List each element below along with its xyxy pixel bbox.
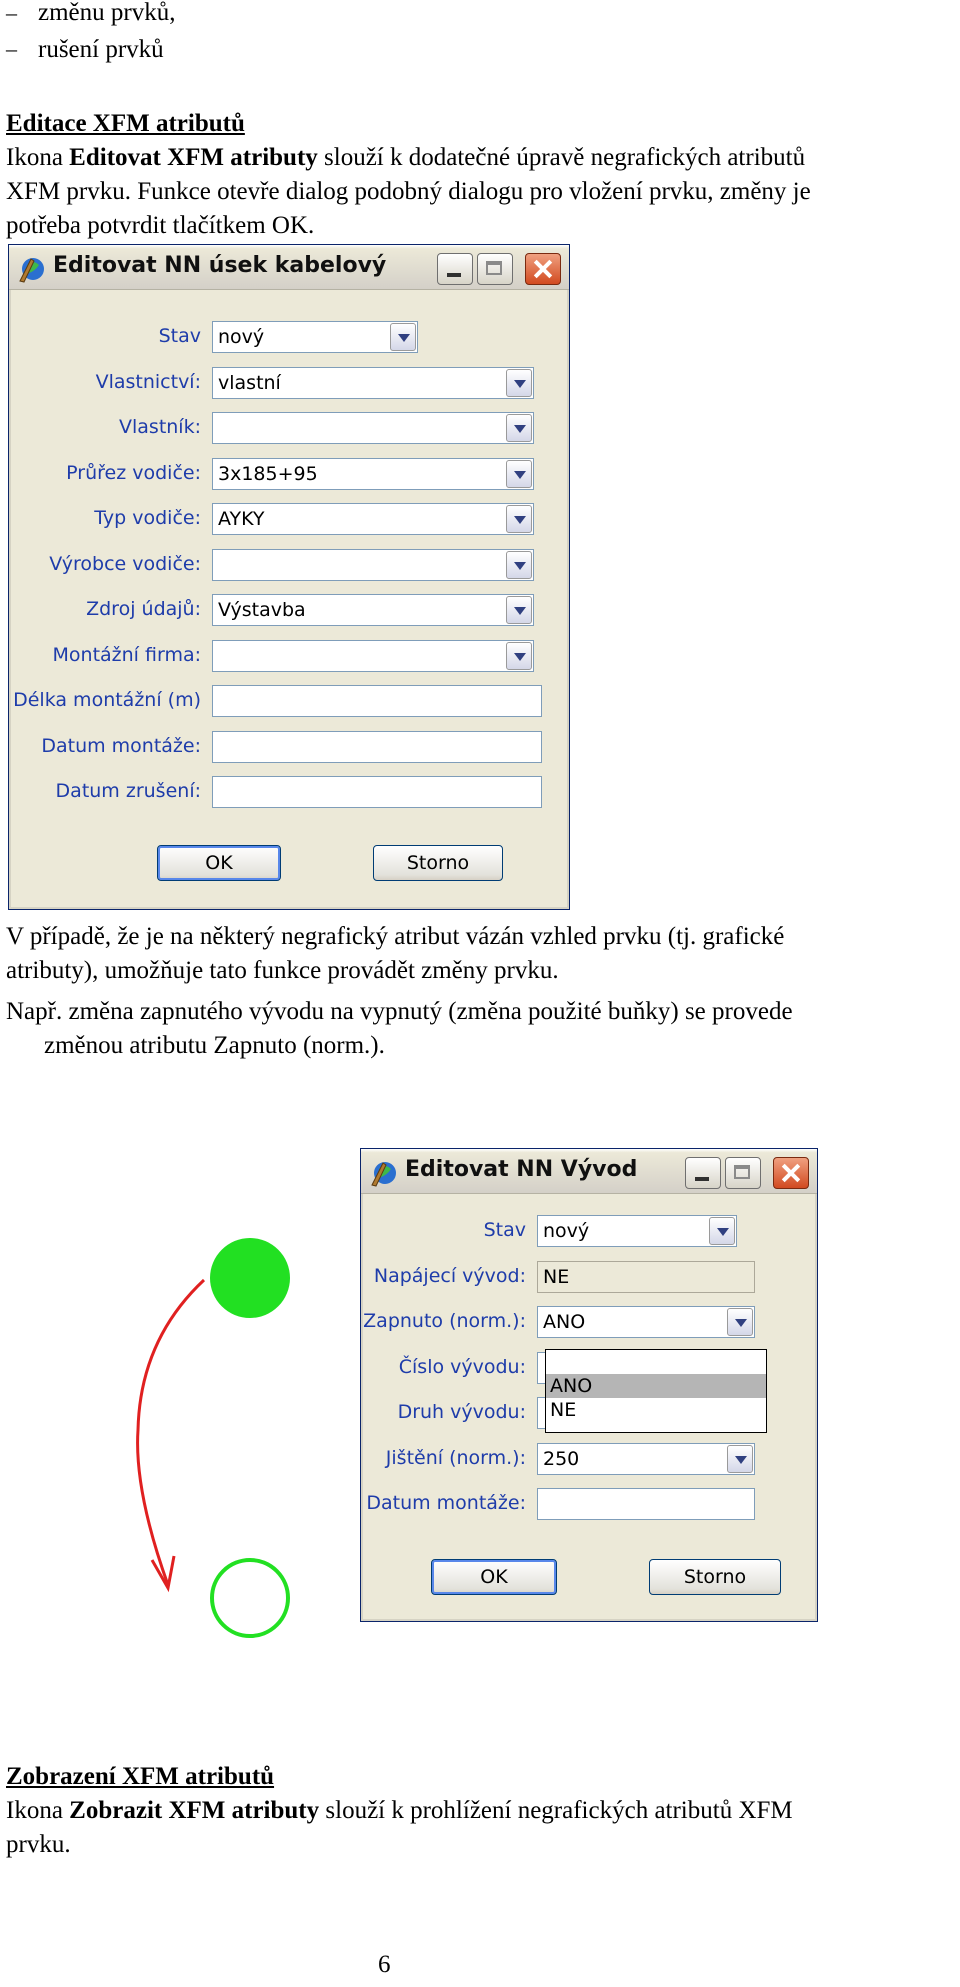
field-label: Stav bbox=[483, 1219, 526, 1241]
list-dash: – bbox=[6, 36, 17, 61]
title-bar[interactable] bbox=[361, 1149, 817, 1194]
field-label: Výrobce vodiče: bbox=[49, 552, 201, 575]
field-label: Průřez vodiče: bbox=[66, 461, 201, 484]
chevron-down-icon[interactable] bbox=[390, 323, 416, 351]
ok-button[interactable]: OK bbox=[431, 1559, 557, 1595]
field-value: 3x185+95 bbox=[218, 462, 318, 485]
paragraph-line: změnou atributu Zapnuto (norm.). bbox=[44, 1032, 385, 1059]
section-heading: Editace XFM atributů bbox=[6, 110, 245, 137]
page-number: 6 bbox=[378, 1951, 391, 1978]
field-input[interactable] bbox=[212, 549, 534, 581]
paragraph-line: XFM prvku. Funkce otevře dialog podobný dialogu pro vložení prvku, změny je bbox=[6, 178, 811, 205]
zapnuto-dropdown-list[interactable] bbox=[545, 1349, 767, 1433]
chevron-down-icon[interactable] bbox=[506, 460, 532, 488]
field-value: NE bbox=[543, 1265, 570, 1288]
edit-outlet-dialog bbox=[360, 1148, 818, 1622]
field-label: Datum montáže: bbox=[366, 1492, 526, 1514]
list-item: rušení prvků bbox=[38, 36, 164, 63]
field-input[interactable] bbox=[212, 685, 542, 717]
app-icon bbox=[369, 1157, 399, 1187]
field-input[interactable] bbox=[537, 1306, 755, 1338]
paragraph-line: prvku. bbox=[6, 1831, 71, 1858]
field-label: Typ vodiče: bbox=[94, 507, 201, 529]
field-input[interactable] bbox=[537, 1215, 737, 1247]
field-value: vlastní bbox=[218, 371, 281, 394]
list-item: změnu prvků, bbox=[38, 0, 176, 26]
field-input[interactable] bbox=[212, 731, 542, 763]
section-heading: Zobrazení XFM atributů bbox=[6, 1763, 275, 1790]
off-state-icon bbox=[212, 1560, 288, 1636]
app-icon bbox=[17, 253, 47, 283]
field-input bbox=[537, 1261, 755, 1293]
field-input[interactable] bbox=[212, 594, 534, 626]
maximize-button[interactable] bbox=[477, 253, 513, 285]
dialog-title: Editovat NN Vývod bbox=[405, 1157, 638, 1182]
field-label: Napájecí vývod: bbox=[373, 1264, 526, 1287]
chevron-down-icon[interactable] bbox=[709, 1217, 735, 1245]
switch-illustration bbox=[100, 1230, 320, 1650]
paragraph-line: Ikona Editovat XFM atributy slouží k dodatečné úpravě negrafických atributů bbox=[6, 144, 806, 171]
chevron-down-icon[interactable] bbox=[506, 642, 532, 670]
close-icon bbox=[526, 254, 560, 284]
field-label: Délka montážní (m) bbox=[13, 689, 201, 711]
field-value: ANO bbox=[543, 1311, 586, 1333]
field-input[interactable] bbox=[212, 321, 418, 353]
minimize-button[interactable] bbox=[437, 253, 473, 285]
chevron-down-icon[interactable] bbox=[506, 596, 532, 624]
on-state-icon bbox=[210, 1238, 290, 1318]
paragraph-line: atributy), umožňuje tato funkce provádět změny prvku. bbox=[6, 957, 559, 984]
field-input[interactable] bbox=[212, 412, 534, 444]
list-dash: – bbox=[6, 0, 17, 25]
cancel-button[interactable]: Storno bbox=[649, 1559, 781, 1595]
field-input[interactable] bbox=[212, 503, 534, 535]
paragraph-line: Ikona Zobrazit XFM atributy slouží k prohlížení negrafických atributů XFM bbox=[6, 1797, 793, 1824]
dialog-title: Editovat NN úsek kabelový bbox=[53, 253, 387, 278]
field-input[interactable] bbox=[212, 367, 534, 399]
close-button[interactable] bbox=[773, 1157, 809, 1189]
paragraph-line: potřeba potvrdit tlačítkem OK. bbox=[6, 212, 315, 239]
field-label: Datum montáže: bbox=[41, 734, 201, 757]
field-label: Zapnuto (norm.): bbox=[363, 1310, 526, 1332]
cancel-button[interactable]: Storno bbox=[373, 845, 503, 881]
field-label: Vlastník: bbox=[119, 416, 201, 438]
chevron-down-icon[interactable] bbox=[506, 414, 532, 442]
edit-cable-dialog bbox=[8, 244, 570, 910]
paragraph-line: V případě, že je na některý negrafický atribut vázán vzhled prvku (tj. grafické bbox=[6, 923, 785, 950]
dropdown-option[interactable]: NE bbox=[550, 1399, 577, 1421]
field-label: Číslo vývodu: bbox=[398, 1355, 526, 1378]
chevron-down-icon[interactable] bbox=[727, 1308, 753, 1336]
chevron-down-icon[interactable] bbox=[727, 1445, 753, 1473]
field-value: AYKY bbox=[218, 508, 265, 530]
chevron-down-icon[interactable] bbox=[506, 551, 532, 579]
field-value: 250 bbox=[543, 1447, 580, 1470]
close-icon bbox=[774, 1158, 808, 1188]
field-input[interactable] bbox=[212, 776, 542, 808]
chevron-down-icon[interactable] bbox=[506, 505, 532, 533]
field-input[interactable] bbox=[537, 1443, 755, 1475]
ok-button[interactable]: OK bbox=[157, 845, 281, 881]
field-label: Jištění (norm.): bbox=[385, 1446, 526, 1469]
paragraph-line: Např. změna zapnutého vývodu na vypnutý (změna použité buňky) se provede bbox=[6, 998, 793, 1025]
field-label: Zdroj údajů: bbox=[86, 598, 201, 620]
close-button[interactable] bbox=[525, 253, 561, 285]
dropdown-option[interactable] bbox=[546, 1350, 766, 1374]
field-value: nový bbox=[218, 326, 265, 348]
field-value: Výstavba bbox=[218, 599, 306, 621]
field-input[interactable] bbox=[212, 640, 534, 672]
field-label: Vlastnictví: bbox=[95, 370, 201, 393]
field-value: nový bbox=[543, 1220, 590, 1242]
minimize-button[interactable] bbox=[685, 1157, 721, 1189]
chevron-down-icon[interactable] bbox=[506, 369, 532, 397]
title-bar[interactable] bbox=[9, 245, 569, 290]
field-label: Stav bbox=[158, 325, 201, 347]
field-label: Druh vývodu: bbox=[397, 1401, 526, 1423]
dropdown-option-selected[interactable]: ANO bbox=[546, 1374, 766, 1398]
maximize-button[interactable] bbox=[725, 1157, 761, 1189]
field-label: Montážní firma: bbox=[52, 643, 201, 666]
field-input[interactable] bbox=[212, 458, 534, 490]
field-label: Datum zrušení: bbox=[55, 780, 201, 802]
field-input[interactable] bbox=[537, 1488, 755, 1520]
arrow-icon bbox=[138, 1280, 204, 1585]
